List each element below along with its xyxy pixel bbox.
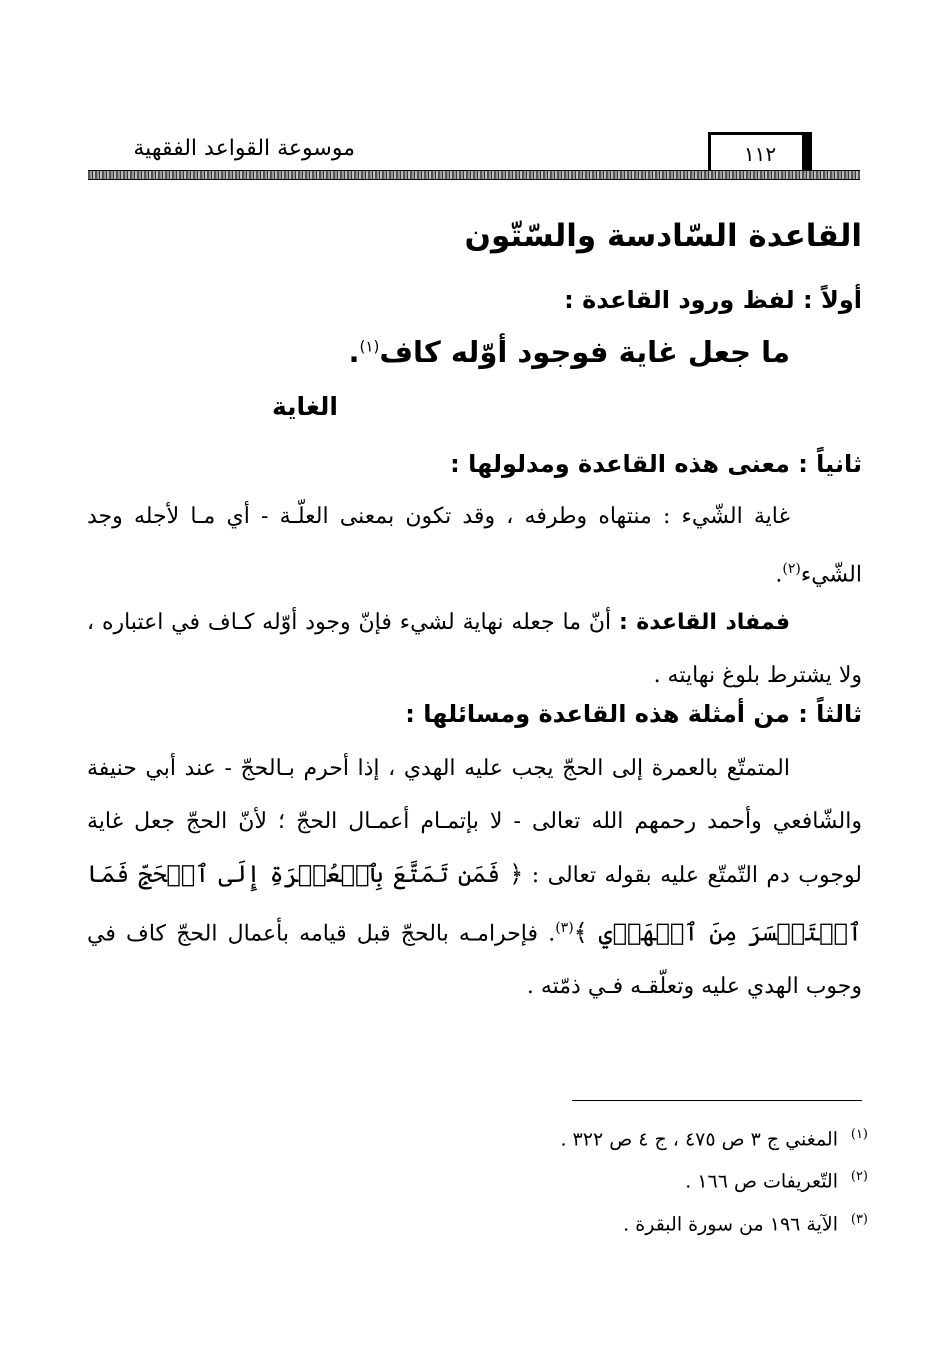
footnote-item <box>368 1116 868 1158</box>
footnote-ref-1: (١) <box>359 337 380 356</box>
meaning-text: أنّ ما جعله نهاية لشيء فإنّ وجود أوّله كـاف في اعتباره ، ولا يشترط بلوغ نهايته . <box>87 610 862 688</box>
page-number: ١١٢ <box>708 132 812 173</box>
example-text: المتمتّع بالعمرة إلى الحجّ يجب عليه الهدي ، إذا أحرم بـالحجّ - عند أبي حنيفة والشّافعي وأحمد رحمهم الله تعالى - لا بإتمـام أعمـال الحجّ ؛ لأنّ الحجّ جعل غاية لوجوب دم التّمتّع عليه بقوله تعالى : <box>87 756 863 888</box>
definition-end: . <box>775 562 783 588</box>
book-title: موسوعة القواعد الفقهية <box>133 136 355 161</box>
footnote-text: الآية ١٩٦ من سورة البقرة . <box>623 1212 838 1235</box>
footnotes <box>368 1116 868 1243</box>
footnote-item <box>368 1158 868 1200</box>
footnote-mark: (٣) <box>850 1211 868 1227</box>
meaning-paragraph <box>87 596 862 702</box>
header-rule <box>88 170 860 180</box>
definition-text: غاية الشّيء : منتهاه وطرفه ، وقد تكون بمعنى العلّـة - أي مـا لأجله وجد الشّيء <box>87 504 862 588</box>
rule-statement-text: ما جعل غاية فوجود أوّله كاف <box>379 335 790 369</box>
footnote-text: التّعريفات ص ١٦٦ . <box>685 1170 838 1193</box>
footnote-item <box>368 1201 868 1243</box>
footnote-divider <box>572 1100 862 1101</box>
footnote-ref-2: (٢) <box>782 561 801 577</box>
quran-verse: ﴿ فَمَن تَمَتَّعَ بِٱلۡعُمۡرَةِ إِلَى ٱلۡحَجِّ فَمَا ٱسۡتَيۡسَرَ مِنَ ٱلۡهَدۡيِ ﴾ <box>87 860 862 947</box>
page-header <box>88 130 860 186</box>
footnote-mark: (١) <box>850 1127 868 1142</box>
example-paragraph <box>87 742 862 1013</box>
footnote-ref-3: (٣) <box>555 920 574 936</box>
section-heading-examples: ثالثاً : من أمثلة هذه القاعدة ومسائلها : <box>405 700 862 728</box>
rule-title: القاعدة السّادسة والسّتّون <box>464 218 862 254</box>
footnote-text: المغني ج ٣ ص ٤٧٥ ، ج ٤ ص ٣٢٢ . <box>560 1128 838 1151</box>
meaning-lead: فمفاد القاعدة : <box>618 610 790 635</box>
rule-statement <box>349 335 791 369</box>
rule-statement-end: . <box>348 335 360 369</box>
key-word: الغاية <box>271 392 338 421</box>
definition-paragraph <box>87 490 862 601</box>
footnote-mark: (٢) <box>850 1169 868 1185</box>
example-end: . فإحرامـه بالحجّ قبل قيامه بأعمال الحجّ كاف في وجوب الهدي عليه وتعلّقـه فـي ذمّته . <box>87 921 862 1000</box>
section-heading-wording: أولاً : لفظ ورود القاعدة : <box>564 286 862 314</box>
section-heading-meaning: ثانياً : معنى هذه القاعدة ومدلولها : <box>450 450 862 478</box>
